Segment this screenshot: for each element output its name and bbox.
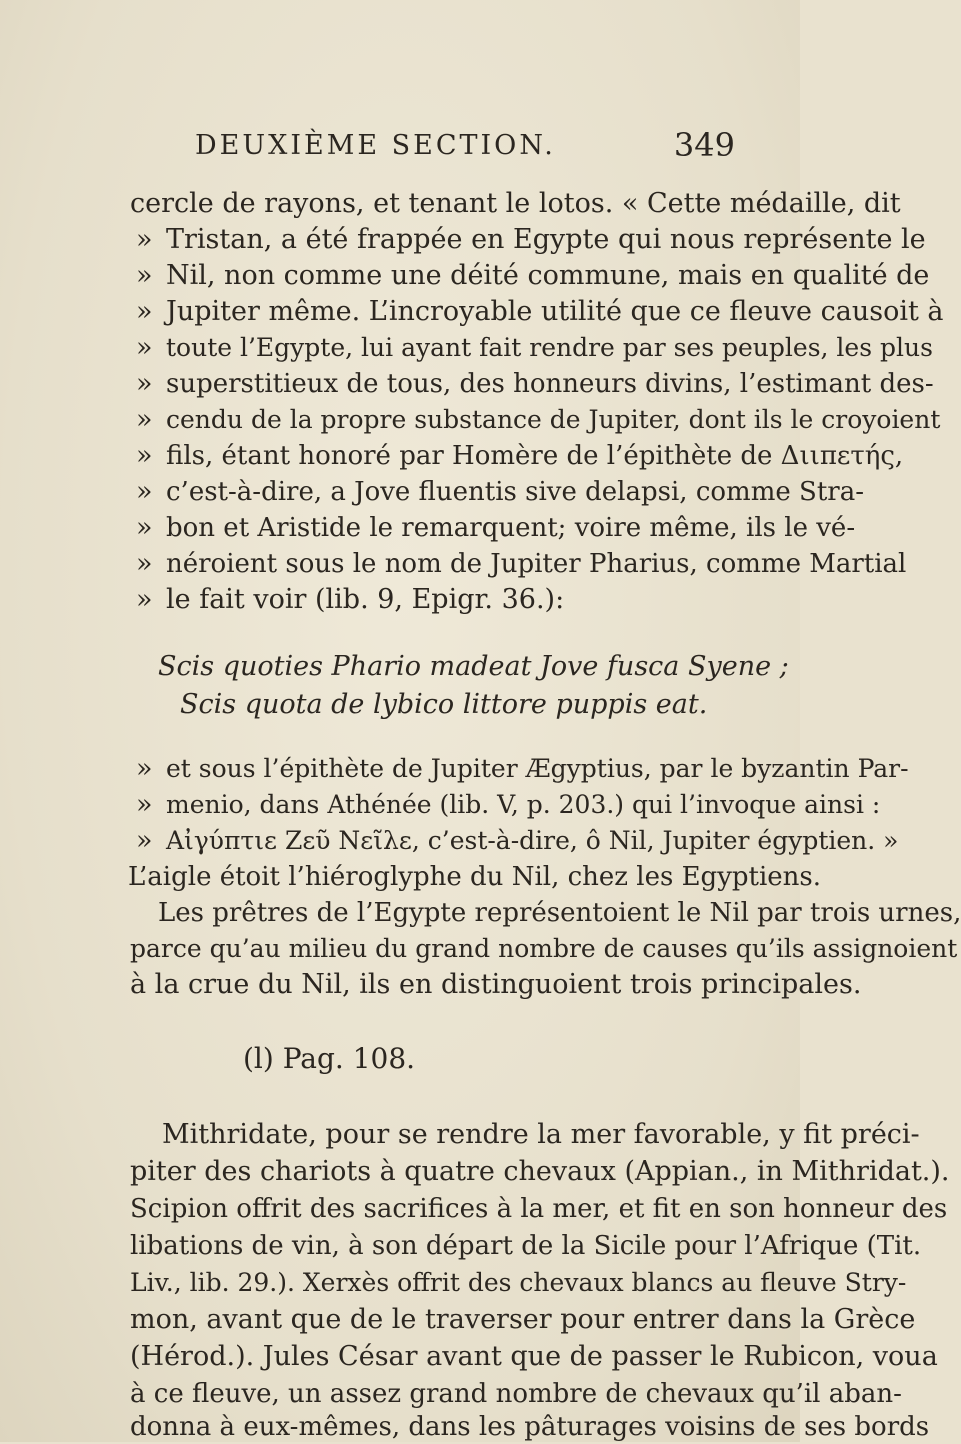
book-page: DEUXIÈME SECTION. 349 cercle de rayons, et tenant le lotos. « Cette médaille, dit » Tristan, a été frappée en Egypte qui nous représente le » Nil, non comme une déité commune, mais en qualité de » Jupiter même. L’incroyable utilité que ce fleuve causoit à » toute l’Egypte, lui ayant fait rendre par ses peuples, les plus » superstitieux de tous, des honneurs divins, l’estimant des- » cendu de la propre substance de Jupiter, dont ils le croyoient » fils, étant honoré par Homère de l’épithète de Διιπετής, » c’est-à-dire, a Jove fluentis sive delapsi, comme Stra- » bon et Aristide le remarquent; voire même, ils le vé- » néroient sous le nom de Jupiter Pharius, comme Martial » le fait voir (lib. 9, Epigr. 36.): Scis quoties Phario madeat Jove fusca Syene ; Scis quota de lybico littore puppis eat. » et sous l’épithète de Jupiter Ægyptius, par le byzantin Par- » menio, dans Athénée (lib. V, p. 203.) qui l’invoque ainsi : » Αἰγύπτιε Ζεῦ Νεῖλε, c’est-à-dire, ô Nil, Jupiter égyptien. » L’aigle étoit l’hiéroglyphe du Nil, chez les Egyptiens. Les prêtres de l’Egypte représentoient le Nil par trois urnes, parce qu’au milieu du grand nombre de causes qu’ils assignoient à la crue du Nil, ils en distinguoient trois principales. (l) Pag. 108. Mithridate, pour se rendre la mer favorable, y fit préci- piter des chariots à quatre chevaux (Appian., in Mithridat.). Scipion offrit des sacrifices à la mer, et fit en son honneur des libations de vin, à son départ de la Sicile pour l’Afrique (Tit. Liv., lib. 29.). Xerxès offrit des chevaux blancs au fleuve Stry- mon, avant que de le traverser pour entrer dans la Grèce (Hérod.). Jules César avant que de passer le Rubicon, voua à ce fleuve, un assez grand nombre de chevaux qu’il aban- donna à eux-mêmes, dans les pâturages voisins de ses bords xyxy=(0,0,800,1442)
text-line: parce qu’au milieu du grand nombre de causes qu’ils assignoient xyxy=(130,934,958,963)
text-line: L’aigle étoit l’hiéroglyphe du Nil, chez les Egyptiens. xyxy=(128,862,822,892)
section-title: DEUXIÈME SECTION. xyxy=(195,130,556,161)
quote-mark: » xyxy=(136,825,153,856)
quote-mark: » xyxy=(136,584,153,615)
verse-line: Scis quota de lybico littore puppis eat. xyxy=(180,689,708,720)
quote-mark: » xyxy=(136,296,153,327)
quote-mark: » xyxy=(136,332,153,363)
footnote-heading: (l) Pag. 108. xyxy=(243,1042,416,1075)
text-line: Scipion offrit des sacrifices à la mer, et fit en son honneur des xyxy=(130,1194,948,1224)
text-line: Liv., lib. 29.). Xerxès offrit des chevaux blancs au fleuve Stry- xyxy=(130,1268,907,1297)
text-line: Les prêtres de l’Egypte représentoient le Nil par trois urnes, xyxy=(158,898,961,928)
text-line: Mithridate, pour se rendre la mer favorable, y fit préci- xyxy=(162,1119,920,1150)
text-line: à ce fleuve, un assez grand nombre de chevaux qu’il aban- xyxy=(130,1379,902,1409)
page-number: 349 xyxy=(673,126,735,164)
quote-mark: » xyxy=(136,753,153,784)
quote-mark: » xyxy=(136,512,153,543)
quote-mark: » xyxy=(136,789,153,820)
quote-mark: » xyxy=(136,404,153,435)
quote-mark: » xyxy=(136,224,153,255)
text-line: donna à eux-mêmes, dans les pâturages voisins de ses bords xyxy=(130,1412,930,1442)
text-line: à la crue du Nil, ils en distinguoient trois principales. xyxy=(130,969,862,1000)
quote-mark: » xyxy=(136,476,153,507)
quote-mark: » xyxy=(136,260,153,291)
quote-mark: » xyxy=(136,440,153,471)
quote-mark: » xyxy=(136,548,153,579)
text-line: libations de vin, à son départ de la Sicile pour l’Afrique (Tit. xyxy=(130,1231,922,1261)
text-line: (Hérod.). Jules César avant que de passer le Rubicon, voua xyxy=(130,1341,938,1372)
text-line: cercle de rayons, et tenant le lotos. « Cette médaille, dit xyxy=(130,188,901,219)
running-header xyxy=(195,126,735,174)
text-line: mon, avant que de le traverser pour entrer dans la Grèce xyxy=(130,1304,916,1335)
text-line: piter des chariots à quatre chevaux (Appian., in Mithridat.). xyxy=(130,1156,950,1187)
quote-mark: » xyxy=(136,368,153,399)
verse-line: Scis quoties Phario madeat Jove fusca Syene ; xyxy=(158,651,789,682)
